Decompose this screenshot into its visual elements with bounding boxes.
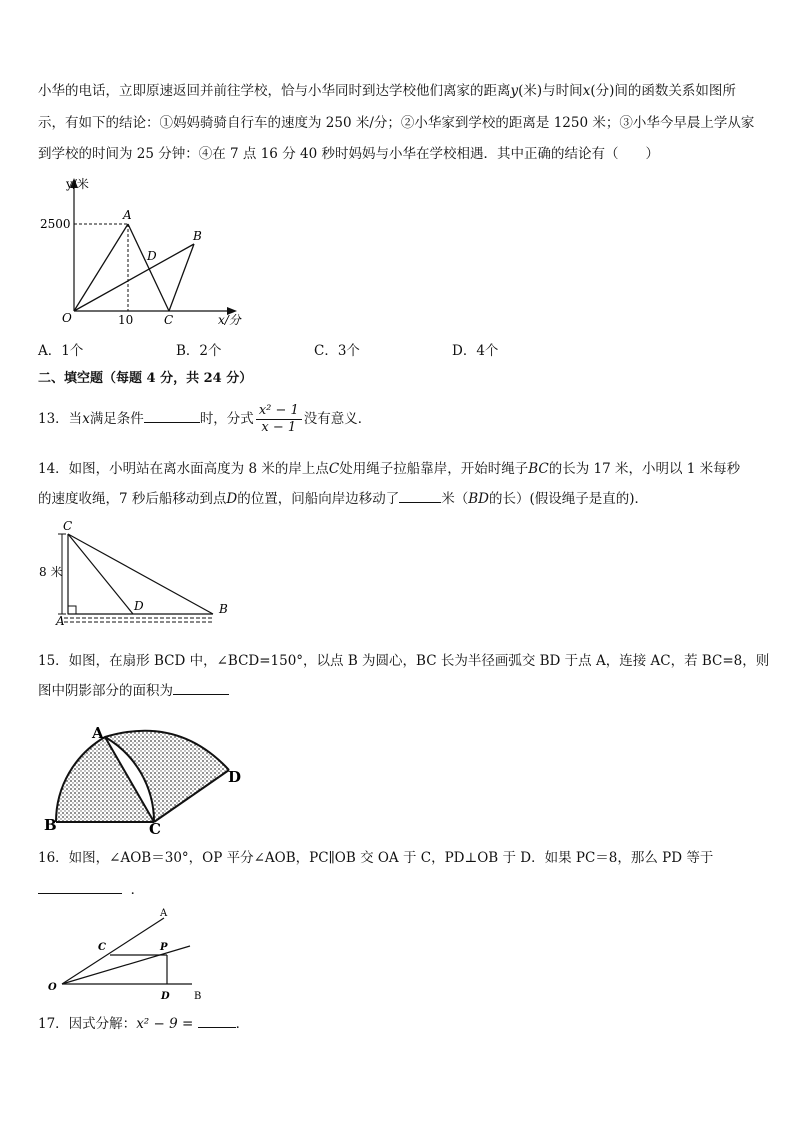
point-d-label: D: [147, 249, 157, 263]
x-axis-label: x/分: [218, 313, 241, 327]
q14-line2: 的速度收绳，7 秒后船移动到点D的位置，问船向岸边移动了 米（BD的长）(假设绳子是直的)．: [38, 484, 760, 514]
point-c-label: C: [164, 313, 174, 327]
q14-line1: 14．如图，小明站在离水面高度为 8 米的岸上点C处用绳子拉船靠岸，开始时绳子BC的长为 17 米，小明以 1 米每秒: [38, 461, 741, 477]
segment-oa: [74, 224, 128, 311]
point-b-label: B: [194, 991, 202, 1002]
point-a-label: A: [160, 908, 168, 919]
point-c-label: C: [63, 519, 73, 533]
q16-answer-blank[interactable]: [38, 879, 122, 894]
rope-cd: [68, 534, 133, 614]
q12-option-d[interactable]: D．4个: [452, 343, 499, 359]
point-d-label: D: [161, 991, 170, 1002]
segment-cb: [169, 244, 194, 311]
q14-figure: [36, 518, 236, 633]
segment-ob: [74, 244, 194, 311]
point-b-label: B: [44, 816, 57, 834]
segment-ac: [128, 224, 169, 311]
height-label: 8 米: [39, 565, 63, 579]
q17: 17．因式分解：x² − 9 = ．: [38, 1009, 760, 1039]
point-d-label: D: [228, 768, 242, 786]
point-b-label: B: [219, 602, 228, 616]
q12-option-b[interactable]: B．2个: [176, 343, 222, 359]
x-tick-label: 10: [118, 313, 134, 327]
q15-line1: 15．如图，在扇形 BCD 中，∠BCD=150°，以点 B 为圆心，BC 长为半径画弧交 BD 于点 A，连接 AC，若 BC=8，则: [38, 653, 770, 669]
q15-answer-blank[interactable]: [173, 680, 229, 695]
point-a-label: A: [92, 724, 104, 742]
point-o-label: O: [48, 982, 57, 993]
y-axis-label: y/米: [66, 177, 89, 191]
point-a-label: A: [56, 614, 65, 628]
q16-line2: ．: [38, 875, 760, 905]
q16-line1: 16．如图，∠AOB＝30°，OP 平分∠AOB，PC∥OB 交 OA 于 C，PD⊥OB 于 D．如果 PC＝8，那么 PD 等于: [38, 850, 714, 866]
q12-line3: 到学校的时间为 25 分钟：④在 7 点 16 分 40 秒时妈妈与小华在学校相遇．其中正确的结论有（ ）: [38, 146, 659, 162]
section-heading-fill-in: 二、填空题（每题 4 分，共 24 分）: [38, 371, 253, 386]
point-c-label: C: [98, 942, 106, 953]
q14-answer-blank[interactable]: [399, 488, 441, 503]
q12-graph: [36, 172, 256, 332]
q15-figure: [38, 720, 248, 840]
right-angle-mark: [68, 606, 76, 614]
q17-answer-blank[interactable]: [198, 1013, 236, 1028]
point-c-label: C: [149, 820, 161, 838]
q12-option-c[interactable]: C．3个: [314, 343, 360, 359]
y-tick-label: 2500: [40, 217, 71, 231]
q15-line2: 图中阴影部分的面积为: [38, 676, 760, 706]
point-b-label: B: [193, 229, 202, 243]
q12-line2: 示，有如下的结论：①妈妈骑骑自行车的速度为 250 米/分；②小华家到学校的距离是 1250 米；③小华今早晨上学从家: [38, 115, 755, 131]
point-a-label: A: [123, 208, 132, 222]
q13-answer-blank[interactable]: [144, 408, 200, 423]
q16-figure: [40, 908, 220, 1003]
q13-fraction: $\frac{\text{x² − 1}}{x - 1}$: [256, 403, 302, 436]
point-p-label: P: [160, 942, 168, 953]
ray-op: [62, 946, 190, 984]
q12-option-a[interactable]: A．1个: [38, 343, 84, 359]
point-d-label: D: [134, 599, 144, 613]
q13: 13．当x满足条件 时，分式 $\frac{\text{x² − 1}}{x - 1}$ 没有意义．: [38, 403, 372, 435]
q12-line1: 小华的电话，立即原速返回并前往学校，恰与小华同时到达学校他们离家的距离y(米)与时间x(分)间的函数关系如图所: [38, 83, 736, 99]
ray-oa: [62, 918, 164, 984]
origin-label: O: [62, 311, 72, 325]
